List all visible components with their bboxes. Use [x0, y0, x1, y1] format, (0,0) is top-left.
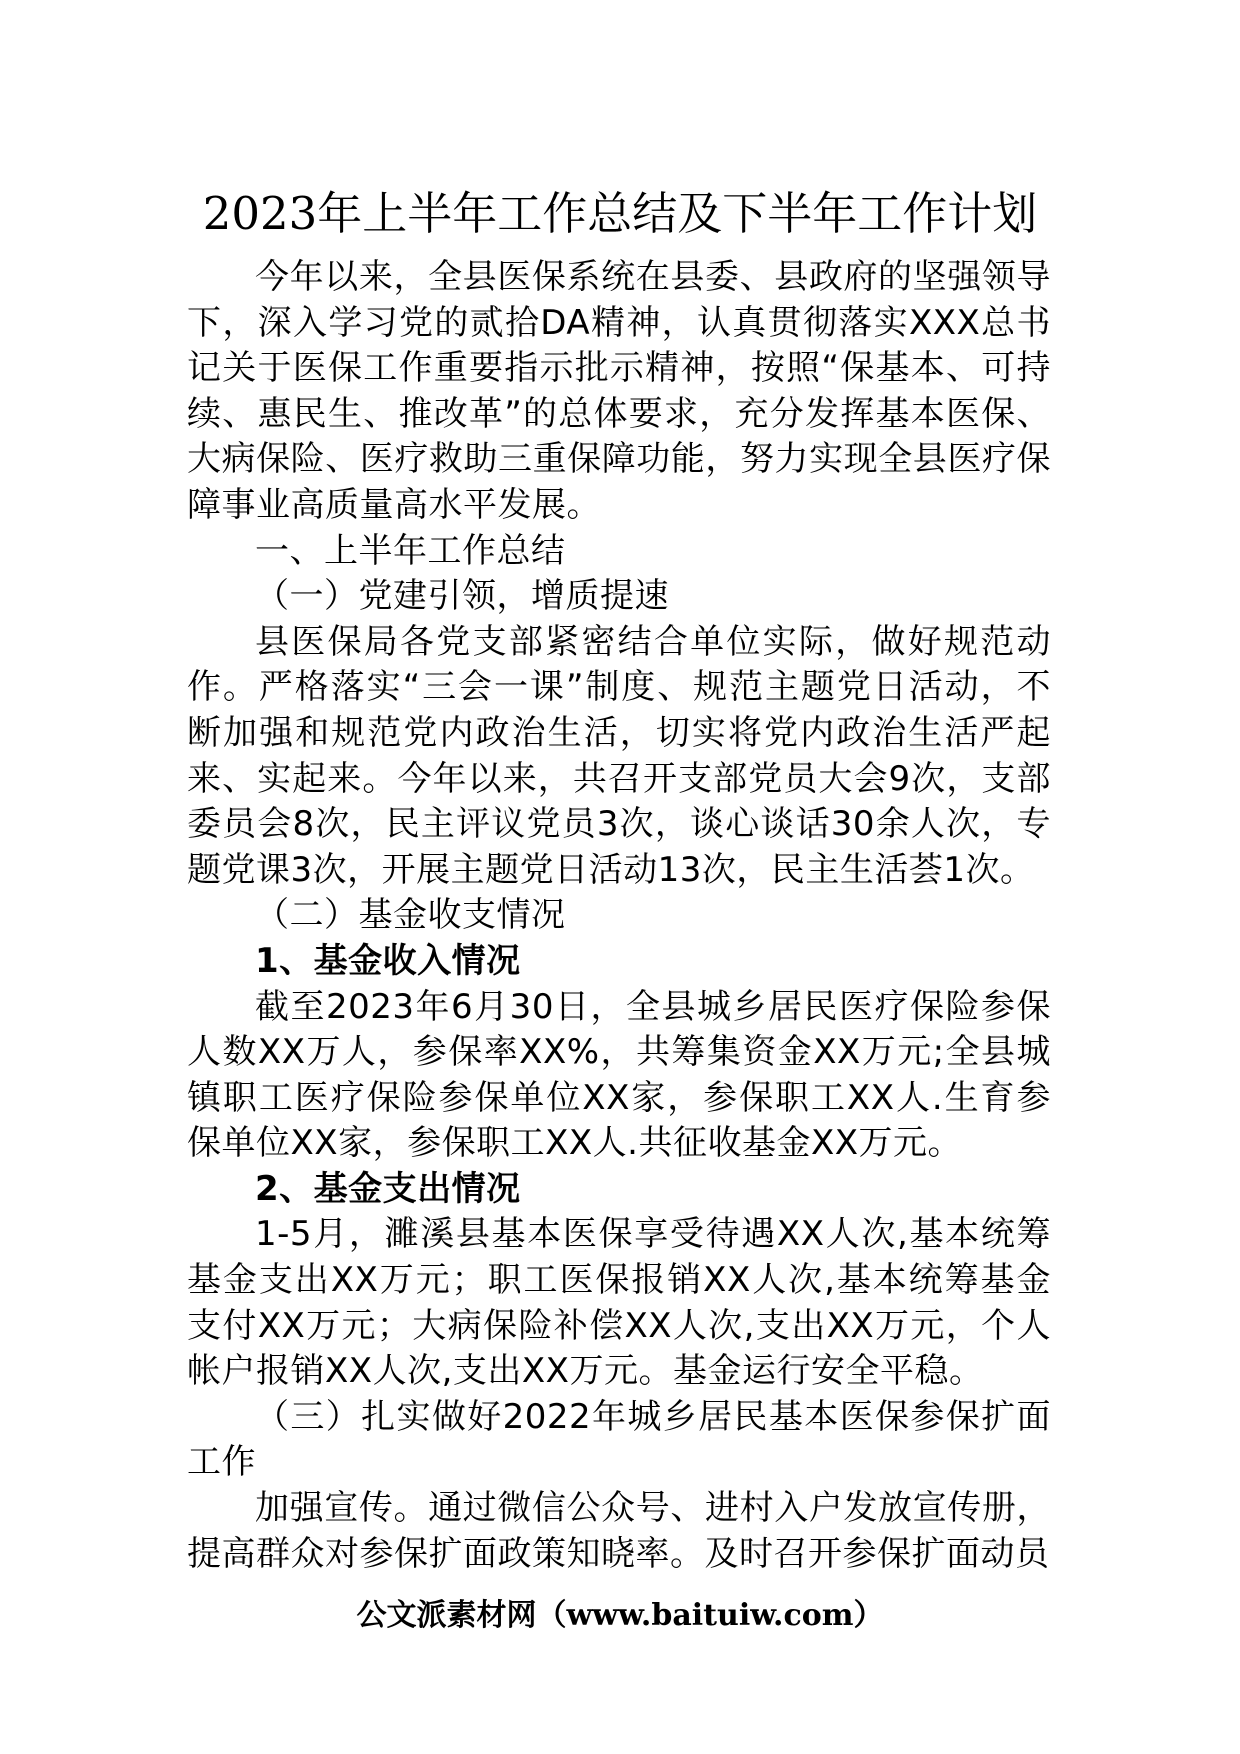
publicity-paragraph: 加强宣传。通过微信公众号、进村入户发放宣传册，提高群众对参保扩面政策知晓率。及时召开参保扩面动员	[187, 1488, 1051, 1574]
section-heading-1: 一、上半年工作总结	[255, 530, 566, 571]
fund-expense-heading: 2、基金支出情况	[255, 1168, 521, 1209]
fund-income-paragraph: 截至2023年6月30日，全县城乡居民医疗保险参保人数XX万人，参保率XX%，共筹集资金XX万元;全县城镇职工医疗保险参保单位XX家，参保职工XX人.生育参保单位XX家，参保职工XX人.共征收基金XX万元。	[187, 986, 1051, 1164]
document-body	[187, 255, 1051, 1577]
subsection-heading-2: （二）基金收支情况	[255, 895, 566, 936]
watermark-footer: 公文派素材网（www.baituiw.com）	[356, 1598, 884, 1633]
document-title: 2023年上半年工作总结及下半年工作计划	[202, 187, 1038, 240]
intro-paragraph: 今年以来，全县医保系统在县委、县政府的坚强领导下，深入学习党的贰拾DA精神，认真贯彻落实XXX总书记关于医保工作重要指示批示精神，按照“保基本、可持续、惠民生、推改革”的总体要求，充分发挥基本医保、大病保险、医疗救助三重保障功能，努力实现全县医疗保障事业高质量高水平发展。	[187, 257, 1051, 525]
fund-income-heading: 1、基金收入情况	[255, 940, 521, 981]
party-building-paragraph: 县医保局各党支部紧密结合单位实际，做好规范动作。严格落实“三会一课”制度、规范主题党日活动，不断加强和规范党内政治生活，切实将党内政治生活严起来、实起来。今年以来，共召开支部党员大会9次，支部委员会8次，民主评议党员3次，谈心谈话30余人次，专题党课3次，开展主题党日活动13次，民主生活荟1次。	[187, 621, 1051, 890]
subsection-heading-3: （三）扎实做好2022年城乡居民基本医保参保扩面工作	[187, 1396, 1051, 1483]
fund-expense-paragraph: 1-5月，濉溪县基本医保享受待遇XX人次,基本统筹基金支出XX万元；职工医保报销XX人次,基本统筹基金支付XX万元；大病保险补偿XX人次,支出XX万元，个人帐户报销XX人次,支出XX万元。基金运行安全平稳。	[187, 1214, 1051, 1392]
subsection-heading-1: （一）党建引领，增质提速	[255, 576, 669, 617]
